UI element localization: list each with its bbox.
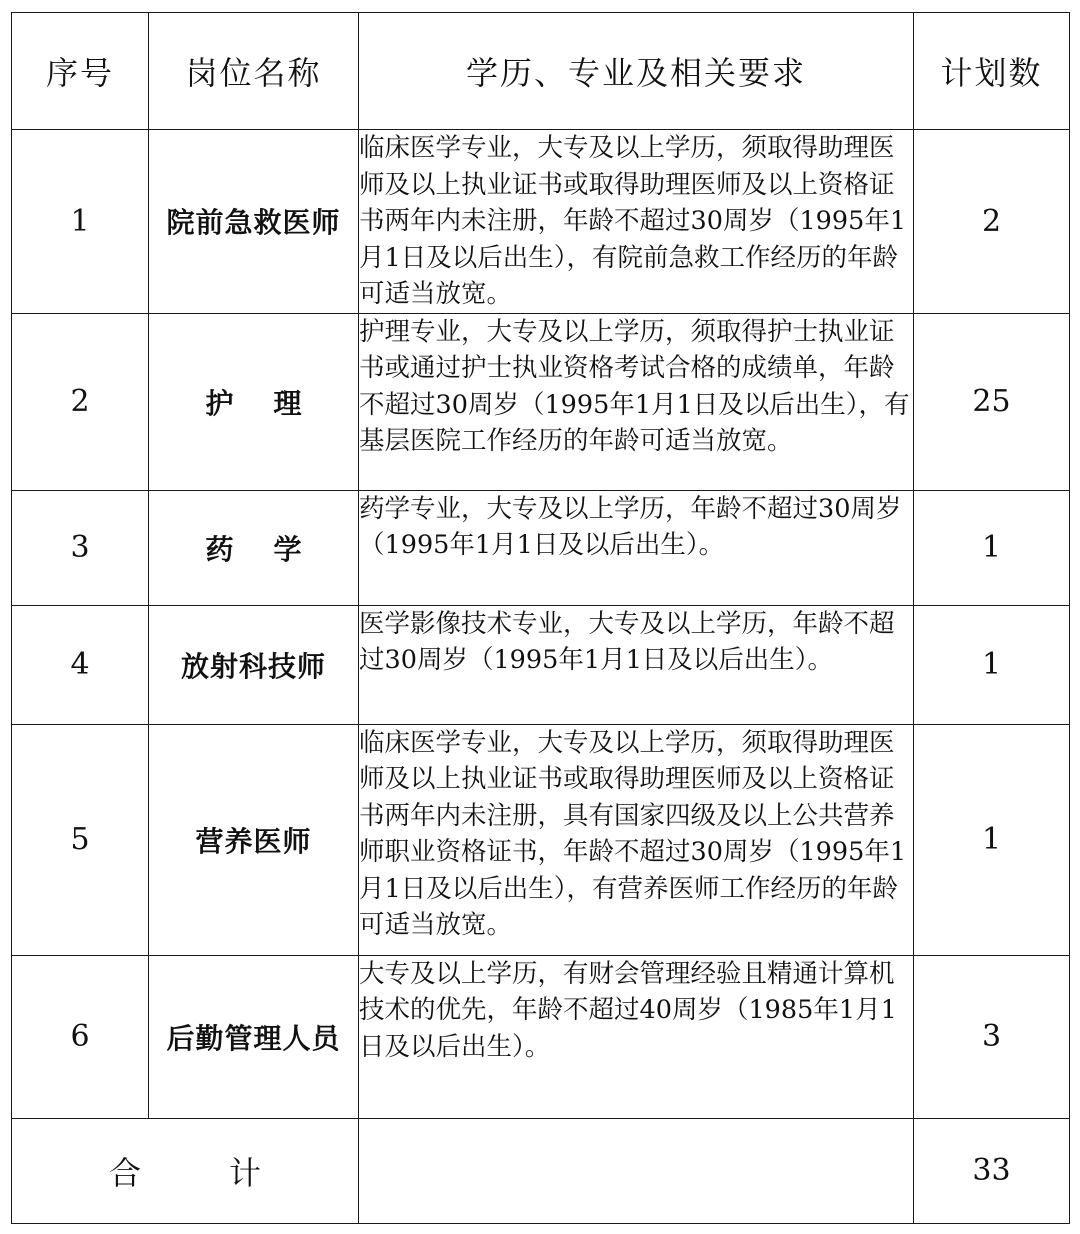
header-no: 序号: [12, 13, 149, 130]
recruitment-table: [11, 12, 1070, 1224]
row-no: 2: [12, 313, 149, 490]
row-requirements: 临床医学专业，大专及以上学历，须取得助理医师及以上执业证书或取得助理医师及以上资格证书两年内未注册，具有国家四级及以上公共营养师职业资格证书，年龄不超过30周岁（1995年1月1日及以后出生），有营养医师工作经历的年龄可适当放宽。: [359, 724, 914, 955]
row-count: 1: [914, 490, 1070, 605]
row-count: 25: [914, 313, 1070, 490]
header-position: 岗位名称: [149, 13, 359, 130]
row-count: 3: [914, 955, 1070, 1118]
row-position: 后勤管理人员: [149, 955, 359, 1118]
total-label: 合计: [12, 1118, 359, 1223]
row-count: 2: [914, 130, 1070, 314]
row-position: 护理: [149, 313, 359, 490]
header-requirements: 学历、专业及相关要求: [359, 13, 914, 130]
row-requirements: 大专及以上学历，有财会管理经验且精通计算机技术的优先，年龄不超过40周岁（1985年1月1日及以后出生）。: [359, 955, 914, 1118]
header-count: 计划数: [914, 13, 1070, 130]
row-no: 1: [12, 130, 149, 314]
total-row: [12, 1118, 1070, 1223]
table-row: [12, 313, 1070, 490]
row-requirements: 药学专业，大专及以上学历，年龄不超过30周岁（1995年1月1日及以后出生）。: [359, 490, 914, 605]
table-header-row: [12, 13, 1070, 130]
row-no: 3: [12, 490, 149, 605]
row-no: 4: [12, 605, 149, 724]
row-count: 1: [914, 605, 1070, 724]
row-count: 1: [914, 724, 1070, 955]
row-no: 5: [12, 724, 149, 955]
row-position: 药学: [149, 490, 359, 605]
row-position: 营养医师: [149, 724, 359, 955]
row-no: 6: [12, 955, 149, 1118]
total-count: 33: [914, 1118, 1070, 1223]
table-row: [12, 724, 1070, 955]
table-row: [12, 955, 1070, 1118]
table-row: [12, 130, 1070, 314]
table-row: [12, 605, 1070, 724]
row-position: 院前急救医师: [149, 130, 359, 314]
row-requirements: 临床医学专业，大专及以上学历，须取得助理医师及以上执业证书或取得助理医师及以上资格证书两年内未注册，年龄不超过30周岁（1995年1月1日及以后出生），有院前急救工作经历的年龄可适当放宽。: [359, 130, 914, 314]
table-row: [12, 490, 1070, 605]
row-requirements: 护理专业，大专及以上学历，须取得护士执业证书或通过护士执业资格考试合格的成绩单，年龄不超过30周岁（1995年1月1日及以后出生），有基层医院工作经历的年龄可适当放宽。: [359, 313, 914, 490]
total-requirements: [359, 1118, 914, 1223]
row-position: 放射科技师: [149, 605, 359, 724]
row-requirements: 医学影像技术专业，大专及以上学历，年龄不超过30周岁（1995年1月1日及以后出生）。: [359, 605, 914, 724]
